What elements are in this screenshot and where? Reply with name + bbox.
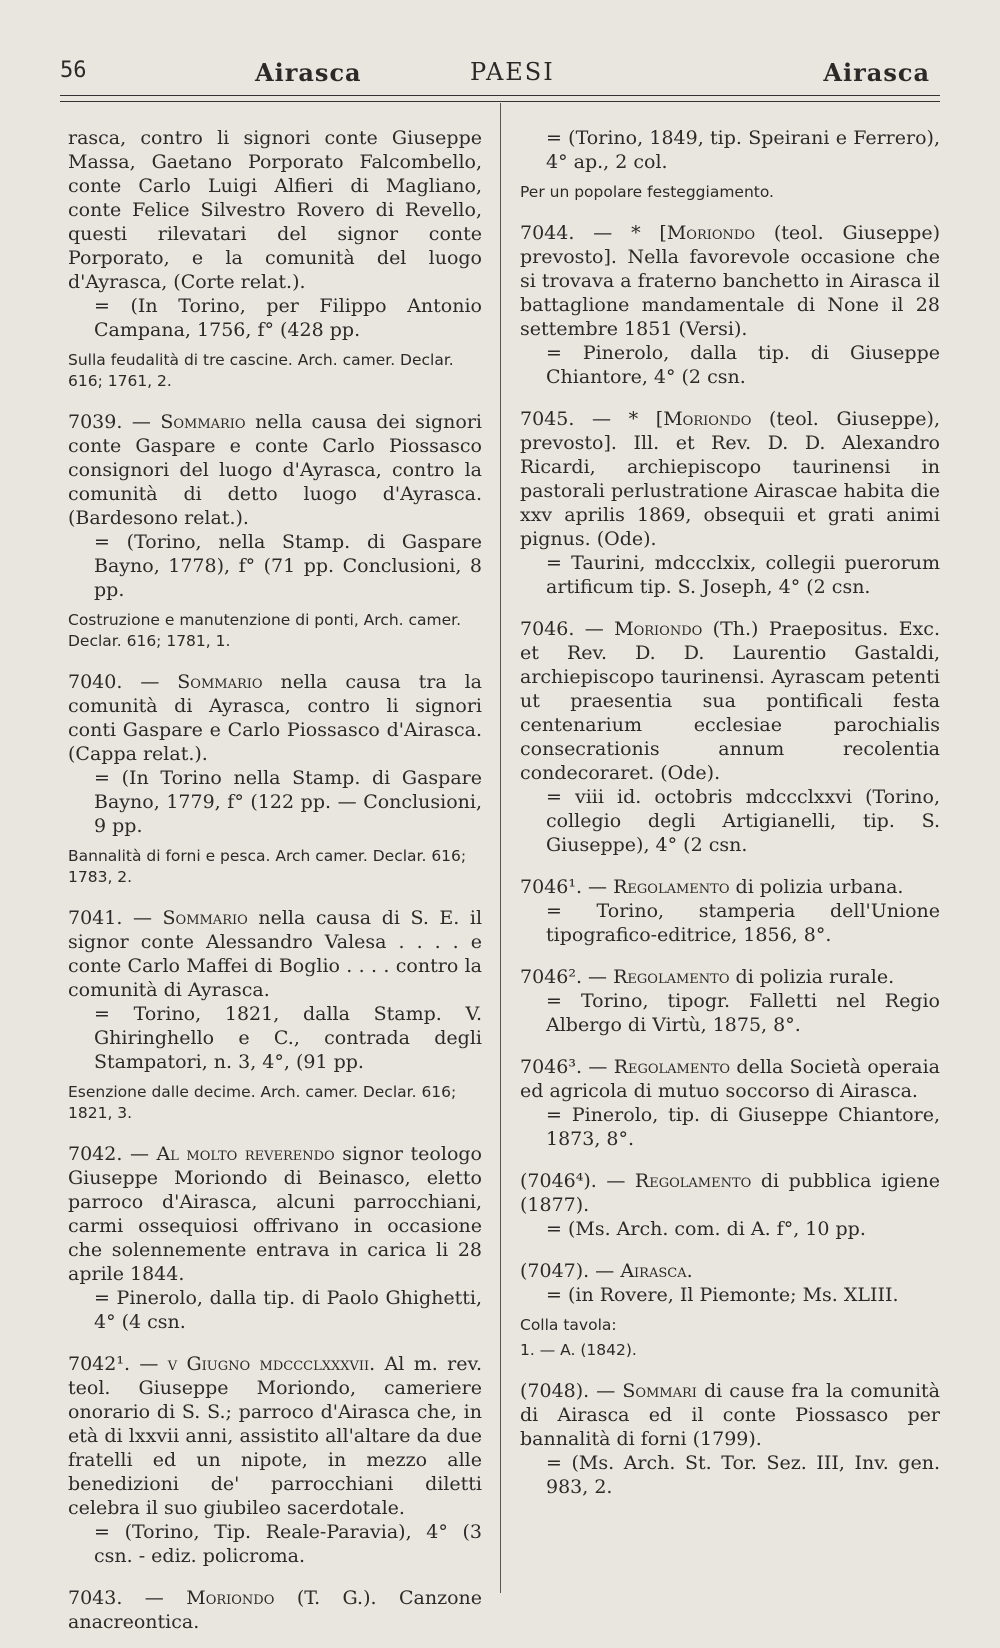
entry-text: rasca, contro li signori conte Giuseppe Massa, Gaetano Porporato Falcombello, conte Carlo Luigi Alfieri di Magliano, conte Felice Silvestro Rovero di Revello, questi rilevatari del signor conte Porporato, e la comunità del luogo d'Ayrasca, (Corte relat.). <box>68 127 482 293</box>
entry-body <box>520 965 940 989</box>
entry-imprint: = (Torino, Tip. Reale-Paravia), 4° (3 csn. - ediz. policroma. <box>94 1521 482 1567</box>
entry-number: 7043. — <box>68 1587 164 1609</box>
page-number: 56 <box>60 58 87 83</box>
entry-text: di polizia rurale. <box>735 966 895 988</box>
entry-text: di cause fra la comunità di Airasca ed il conte Piossasco per bannalità di forni (1799). <box>520 1380 941 1450</box>
entry-number: 7046. — <box>520 618 604 640</box>
entry-number: 7044. — * <box>520 222 641 244</box>
entry-number: 7045. — * <box>520 408 639 430</box>
entry-number: 7041. — <box>68 907 152 929</box>
entry-number: 7042. — <box>68 1143 149 1165</box>
entry-imprint: = Torino, 1821, dalla Stamp. V. Ghiringhello e C., contrada degli Stampatori, n. 3, 4°, (91 pp. <box>94 1003 482 1073</box>
entry-body <box>68 1352 482 1520</box>
entry-lead: Regolamento <box>613 966 730 988</box>
entry-7040 <box>68 670 482 888</box>
entry-number: (7046⁴). — <box>520 1170 626 1192</box>
entry-number: (7047). — <box>520 1260 615 1282</box>
entry-7041 <box>68 906 482 1124</box>
entry-body <box>68 906 482 1002</box>
entry-imprint: = Taurini, mdccclxix, collegii puerorum artificum tip. S. Joseph, 4° (2 csn. <box>546 552 940 598</box>
entry-text: (teol. Giuseppe), prevosto]. Ill. et Rev. D. D. Alexandro Ricardi, archiepiscopo taurinensi in pastorali perlustratione Airascae habita die xxv aprilis 1869, obsequii et grati animi pignus. (Ode). <box>520 408 940 550</box>
entry-lead: Al molto reverendo <box>156 1143 335 1165</box>
entry-body <box>68 1142 482 1286</box>
header-center: PAESI <box>470 58 555 86</box>
entry-note: Per un popolare festeggiamento. <box>520 183 774 201</box>
entry-note: Esenzione dalle decime. Arch. camer. Declar. 616; 1821, 3. <box>68 1083 457 1122</box>
entry-body <box>520 875 940 899</box>
entry-note: Sulla feudalità di tre cascine. Arch. camer. Declar. 616; 1761, 2. <box>68 351 454 390</box>
entry-text: nella causa dei signori conte Gaspare e conte Carlo Piossasco consignori del luogo d'Ayrasca, contro la comunità di detto luogo d'Ayrasca. (Bardesono relat.). <box>68 411 482 529</box>
entry-7046-2 <box>520 965 940 1037</box>
entry-imprint: = (Torino, 1849, tip. Speirani e Ferrero), 4° ap., 2 col. <box>546 127 940 173</box>
entry-lead: Moriondo <box>186 1587 275 1609</box>
entry-7047 <box>520 1259 940 1361</box>
entry-text: (teol. Giuseppe) prevosto]. Nella favorevole occasione che si trovava a fraterno banchetto in Airasca il battaglione mandamentale di None il 28 settembre 1851 (Versi). <box>520 222 940 340</box>
entry-number: 7040. — <box>68 671 160 693</box>
right-column <box>520 126 940 1499</box>
entry-lead: v Giugno mdccclxxxvii. <box>167 1353 376 1375</box>
entry-imprint: = Pinerolo, tip. di Giuseppe Chiantore, 1873, 8°. <box>546 1104 940 1150</box>
entry-number: 7046². — <box>520 966 608 988</box>
entry-lead: Regolamento <box>613 1056 731 1078</box>
entry-lead: Moriondo <box>614 618 703 640</box>
entry-number: 7039. — <box>68 411 151 433</box>
entry-body <box>68 1586 482 1634</box>
entry-continuation <box>520 126 940 203</box>
entry-text: nella causa di S. E. il signor conte Alessandro Valesa . . . . e conte Carlo Maffei di Boglio . . . . contro la comunità di Ayrasca. <box>68 907 483 1001</box>
entry-lead: Sommario <box>162 907 248 929</box>
column-divider <box>500 103 501 1593</box>
entry-note: Colla tavola: <box>520 1316 617 1334</box>
entry-imprint: = (in Rovere, Il Piemonte; Ms. XLIII. <box>546 1284 899 1306</box>
header-rule <box>60 95 940 96</box>
entry-imprint: = Pinerolo, dalla tip. di Paolo Ghighetti, 4° (4 csn. <box>94 1287 482 1333</box>
entry-lead: Sommario <box>177 671 263 693</box>
entry-imprint: = (Ms. Arch. St. Tor. Sez. III, Inv. gen. 983, 2. <box>546 1452 940 1498</box>
entry-number: 7046¹. — <box>520 876 608 898</box>
entry-7046 <box>520 617 940 857</box>
entry-text: di polizia urbana. <box>735 876 904 898</box>
entry-7042-1 <box>68 1352 482 1568</box>
entry-text: Al m. rev. teol. Giuseppe Moriondo, cameriere onorario di S. S.; parroco d'Airasca che, in età di lxxvii anni, assistito all'altare da due fratelli ed un nipote, in mezzo alle benedizioni de' parrocchiani diletti celebra il suo giubileo sacerdotale. <box>68 1353 482 1519</box>
entry-body <box>520 407 940 551</box>
entry-7046-3 <box>520 1055 940 1151</box>
entry-7039 <box>68 410 482 652</box>
entry-body <box>520 221 940 341</box>
entry-imprint: = (Torino, nella Stamp. di Gaspare Bayno, 1778), f° (71 pp. Conclusioni, 8 pp. <box>94 531 482 601</box>
entry-imprint: = (In Torino, per Filippo Antonio Campana, 1756, f° (428 pp. <box>94 295 482 341</box>
entry-lead: [Moriondo <box>655 408 752 430</box>
entry-note: Bannalità di forni e pesca. Arch camer. Declar. 616; 1783, 2. <box>68 847 467 886</box>
entry-7043 <box>68 1586 482 1634</box>
entry-lead: Airasca. <box>620 1260 693 1282</box>
entry-body <box>520 1169 940 1217</box>
entry-imprint: = Torino, tipogr. Falletti nel Regio Albergo di Virtù, 1875, 8°. <box>546 990 940 1036</box>
entry-text: (T. G.). Canzone anacreontica. <box>68 1587 482 1633</box>
entry-text: nella causa tra la comunità di Ayrasca, contro li signori conti Gaspare e Carlo Piossasco d'Airasca. (Cappa relat.). <box>68 671 482 765</box>
entry-text: di pubblica igiene (1877). <box>520 1170 940 1216</box>
entry-imprint: = Torino, stamperia dell'Unione tipografico-editrice, 1856, 8°. <box>546 900 940 946</box>
entry-body <box>520 1055 940 1103</box>
entry-lead: Regolamento <box>613 876 730 898</box>
entry-7044 <box>520 221 940 389</box>
entry-7048 <box>520 1379 940 1499</box>
entry-continuation <box>68 126 482 392</box>
entry-number: 7046³. — <box>520 1056 608 1078</box>
header-right-word: Airasca <box>823 58 930 87</box>
entry-number: 7042¹. — <box>68 1353 159 1375</box>
entry-7045 <box>520 407 940 599</box>
entry-lead: Sommario <box>160 411 246 433</box>
entry-7046-4 <box>520 1169 940 1241</box>
entry-7042 <box>68 1142 482 1334</box>
entry-text: della Società operaia ed agricola di mutuo soccorso di Airasca. <box>520 1056 940 1102</box>
entry-imprint: = Pinerolo, dalla tip. di Giuseppe Chiantore, 4° (2 csn. <box>546 342 940 388</box>
entry-imprint: = viii id. octobris mdccclxxvi (Torino, collegio degli Artigianelli, tip. S. Giuseppe), 4° (2 csn. <box>546 786 940 856</box>
entry-imprint: = (In Torino nella Stamp. di Gaspare Bayno, 1779, f° (122 pp. — Conclusioni, 9 pp. <box>94 767 482 837</box>
entry-body <box>520 617 940 785</box>
entry-imprint: = (Ms. Arch. com. di A. f°, 10 pp. <box>546 1218 866 1240</box>
entry-text: signor teologo Giuseppe Moriondo di Beinasco, eletto parroco d'Airasca, alcuni parrocchiani, carmi ossequiosi offrivano in occasione che solennemente entrava in carica li 28 aprile 1844. <box>68 1143 482 1285</box>
left-column <box>68 126 482 1634</box>
entry-text: (Th.) Praepositus. Exc. et Rev. D. D. Laurentio Gastaldi, archiepiscopo taurinensi. Ayrascam petenti ut praesentia sua pontificali festa centenarium ecclesiae parochialis consecrationis annum recolentia condecoraret. (Ode). <box>520 618 940 784</box>
header-left-word: Airasca <box>255 58 362 87</box>
entry-body <box>68 670 482 766</box>
header-rule-secondary <box>60 101 940 102</box>
entry-lead: Sommari <box>622 1380 697 1402</box>
entry-number: (7048). — <box>520 1380 616 1402</box>
entry-note: Costruzione e manutenzione di ponti, Arch. camer. Declar. 616; 1781, 1. <box>68 611 462 650</box>
entry-body <box>520 1259 940 1283</box>
entry-body <box>68 410 482 530</box>
entry-note-item: 1. — A. (1842). <box>520 1341 637 1359</box>
entry-lead: [Moriondo <box>659 222 755 244</box>
entry-lead: Regolamento <box>634 1170 752 1192</box>
entry-body <box>520 1379 940 1451</box>
entry-7046-1 <box>520 875 940 947</box>
running-header <box>60 58 940 92</box>
